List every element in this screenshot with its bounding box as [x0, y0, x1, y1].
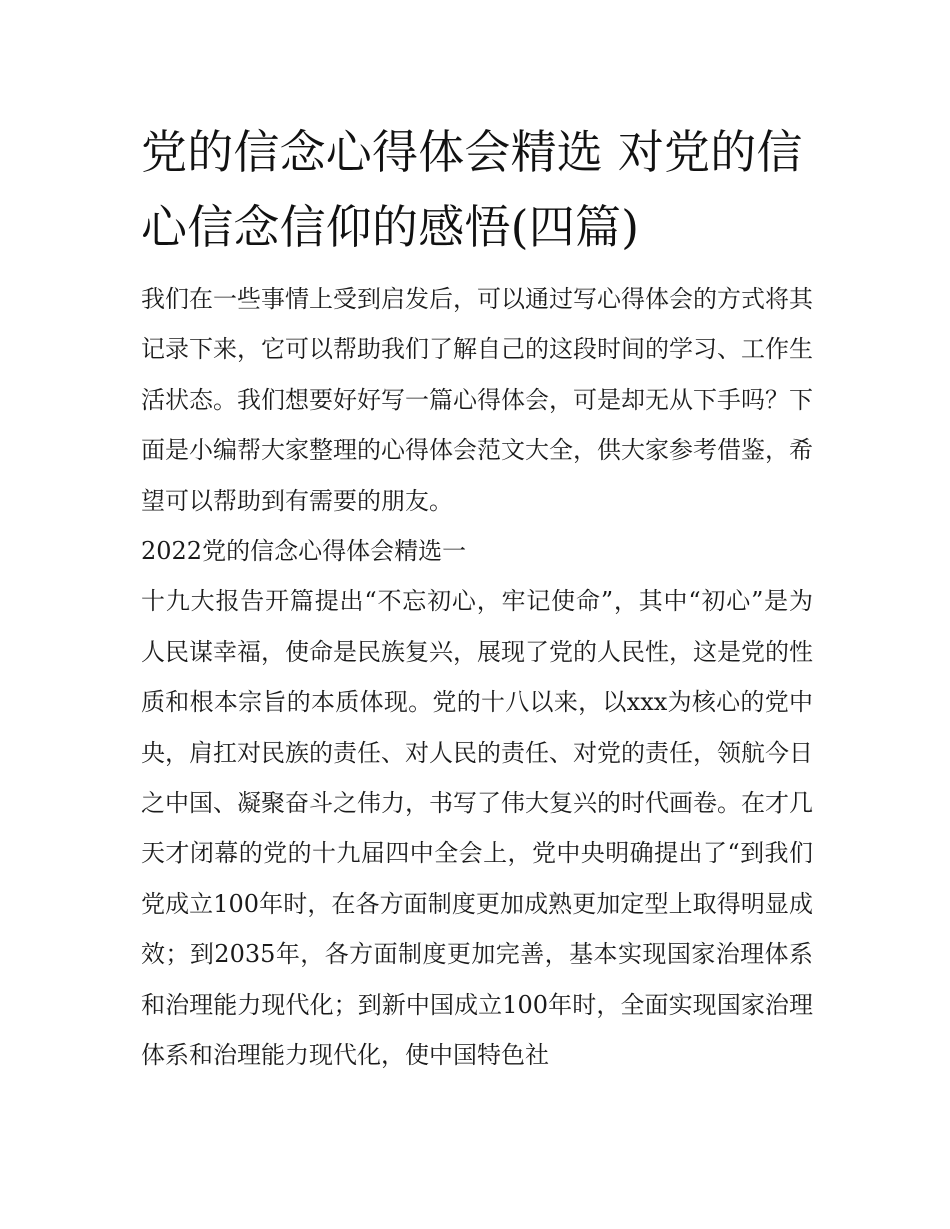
section-heading: 2022党的信念心得体会精选一 — [141, 536, 467, 565]
body-paragraph: 十九大报告开篇提出“不忘初心，牢记使命”，其中“初心”是为人民谋幸福，使命是民族复兴，展现了党的人民性，这是党的性质和根本宗旨的本质体现。党的十八以来，以xxx为核心的党中央，肩扛对民族的责任、对人民的责任、对党的责任，领航今日之中国、凝聚奋斗之伟力，书写了伟大复兴的时代画卷。在才几天才闭幕的党的十九届四中全会上，党中央明确提出了“到我们党成立100年时，在各方面制度更加成熟更加定型上取得明显成效；到2035年，各方面制度更加完善，基本实现国家治理体系和治理能力现代化；到新中国成立100年时，全面实现国家治理体系和治理能力现代化，使中国特色社 — [141, 587, 813, 1069]
document-content — [141, 115, 813, 1080]
intro-paragraph: 我们在一些事情上受到启发后，可以通过写心得体会的方式将其记录下来，它可以帮助我们了解自己的这段时间的学习、工作生活状态。我们想要好好写一篇心得体会，可是却无从下手吗？下面是小编帮大家整理的心得体会范文大全，供大家参考借鉴，希望可以帮助到有需要的朋友。 — [141, 285, 813, 515]
document-title: 党的信念心得体会精选 对党的信心信念信仰的感悟(四篇) — [141, 125, 803, 254]
